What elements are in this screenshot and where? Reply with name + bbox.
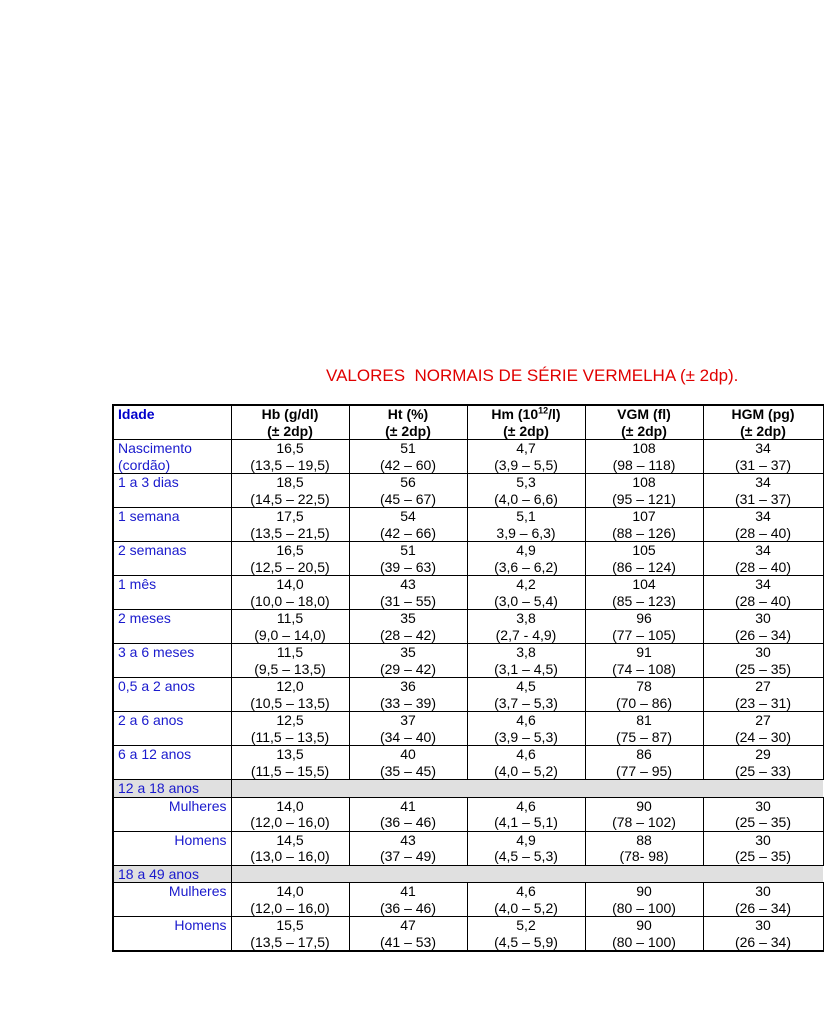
hb-cell: 16,5 (13,5 – 19,5) xyxy=(231,440,349,474)
age-cell: 1 semana xyxy=(113,508,231,542)
vgm-cell: 108 (95 – 121) xyxy=(585,474,703,508)
table-body xyxy=(113,440,823,952)
red-series-table xyxy=(112,404,824,952)
table-row xyxy=(113,610,823,644)
vgm-cell: 81 (75 – 87) xyxy=(585,712,703,746)
group-label: 12 a 18 anos xyxy=(113,780,231,798)
table-row xyxy=(113,831,823,865)
group-empty-cell xyxy=(467,865,585,883)
hb-cell: 18,5 (14,5 – 22,5) xyxy=(231,474,349,508)
hb-cell: 15,5 (13,5 – 17,5) xyxy=(231,917,349,952)
table-row xyxy=(113,712,823,746)
ht-cell: 56 (45 – 67) xyxy=(349,474,467,508)
vgm-cell: 78 (70 – 86) xyxy=(585,678,703,712)
age-cell: Nascimento (cordão) xyxy=(113,440,231,474)
age-cell: 2 meses xyxy=(113,610,231,644)
table-row xyxy=(113,508,823,542)
hb-cell: 17,5 (13,5 – 21,5) xyxy=(231,508,349,542)
hm-cell: 4,6 (4,0 – 5,2) xyxy=(467,883,585,917)
ht-cell: 37 (34 – 40) xyxy=(349,712,467,746)
hgm-cell: 29 (25 – 33) xyxy=(703,746,823,780)
vgm-cell: 86 (77 – 95) xyxy=(585,746,703,780)
group-empty-cell xyxy=(703,865,823,883)
table-row xyxy=(113,746,823,780)
hb-cell: 11,5 (9,5 – 13,5) xyxy=(231,644,349,678)
age-cell: 3 a 6 meses xyxy=(113,644,231,678)
ht-cell: 43 (31 – 55) xyxy=(349,576,467,610)
age-cell: 1 a 3 dias xyxy=(113,474,231,508)
sex-cell: Mulheres xyxy=(113,883,231,917)
hm-cell: 4,5 (3,7 – 5,3) xyxy=(467,678,585,712)
age-cell: 2 a 6 anos xyxy=(113,712,231,746)
hm-cell: 4,9 (3,6 – 6,2) xyxy=(467,542,585,576)
age-cell: 6 a 12 anos xyxy=(113,746,231,780)
hm-cell: 4,7 (3,9 – 5,5) xyxy=(467,440,585,474)
hb-cell: 16,5 (12,5 – 20,5) xyxy=(231,542,349,576)
table-row xyxy=(113,440,823,474)
hm-cell: 4,6 (4,0 – 5,2) xyxy=(467,746,585,780)
hm-cell: 5,3 (4,0 – 6,6) xyxy=(467,474,585,508)
ht-cell: 43 (37 – 49) xyxy=(349,831,467,865)
vgm-cell: 88 (78- 98) xyxy=(585,831,703,865)
group-empty-cell xyxy=(231,780,349,798)
hb-cell: 11,5 (9,0 – 14,0) xyxy=(231,610,349,644)
sex-cell: Homens xyxy=(113,917,231,952)
age-cell: 0,5 a 2 anos xyxy=(113,678,231,712)
ht-cell: 41 (36 – 46) xyxy=(349,883,467,917)
group-empty-cell xyxy=(349,865,467,883)
table-row xyxy=(113,542,823,576)
hgm-cell: 34 (28 – 40) xyxy=(703,542,823,576)
ht-cell: 35 (29 – 42) xyxy=(349,644,467,678)
hm-cell: 3,8 (2,7 - 4,9) xyxy=(467,610,585,644)
hb-cell: 14,0 (12,0 – 16,0) xyxy=(231,797,349,831)
group-empty-cell xyxy=(585,865,703,883)
table-row xyxy=(113,644,823,678)
ht-cell: 36 (33 – 39) xyxy=(349,678,467,712)
group-empty-cell xyxy=(585,780,703,798)
ht-cell: 35 (28 – 42) xyxy=(349,610,467,644)
table-row xyxy=(113,678,823,712)
ht-cell: 51 (42 – 60) xyxy=(349,440,467,474)
hb-cell: 12,5 (11,5 – 13,5) xyxy=(231,712,349,746)
header-hm: Hm $(10^{12}/l)$ (± 2dp) xyxy=(467,405,585,440)
header-idade: Idade xyxy=(113,405,231,440)
hgm-cell: 34 (31 – 37) xyxy=(703,474,823,508)
hb-cell: 14,5 (13,0 – 16,0) xyxy=(231,831,349,865)
ht-cell: 40 (35 – 45) xyxy=(349,746,467,780)
vgm-cell: 104 (85 – 123) xyxy=(585,576,703,610)
vgm-cell: 107 (88 – 126) xyxy=(585,508,703,542)
table-row xyxy=(113,883,823,917)
hm-cell: 4,6 (4,1 – 5,1) xyxy=(467,797,585,831)
header-hb: Hb (g/dl) (± 2dp) xyxy=(231,405,349,440)
group-empty-cell xyxy=(349,780,467,798)
table-container xyxy=(112,404,795,950)
sex-cell: Homens xyxy=(113,831,231,865)
vgm-cell: 96 (77 – 105) xyxy=(585,610,703,644)
hgm-cell: 30 (26 – 34) xyxy=(703,883,823,917)
table-row xyxy=(113,576,823,610)
hm-cell: 4,9 (4,5 – 5,3) xyxy=(467,831,585,865)
vgm-cell: 91 (74 – 108) xyxy=(585,644,703,678)
group-label: 18 a 49 anos xyxy=(113,865,231,883)
group-header-row xyxy=(113,865,823,883)
vgm-cell: 90 (78 – 102) xyxy=(585,797,703,831)
hm-cell: 3,8 (3,1 – 4,5) xyxy=(467,644,585,678)
hm-cell: 5,1 3,9 – 6,3) xyxy=(467,508,585,542)
vgm-cell: 90 (80 – 100) xyxy=(585,917,703,952)
table-row xyxy=(113,917,823,952)
group-empty-cell xyxy=(703,780,823,798)
hb-cell: 14,0 (10,0 – 18,0) xyxy=(231,576,349,610)
ht-cell: 51 (39 – 63) xyxy=(349,542,467,576)
hgm-cell: 34 (31 – 37) xyxy=(703,440,823,474)
hm-cell: 4,6 (3,9 – 5,3) xyxy=(467,712,585,746)
ht-cell: 54 (42 – 66) xyxy=(349,508,467,542)
header-hgm: HGM (pg) (± 2dp) xyxy=(703,405,823,440)
hm-cell: 5,2 (4,5 – 5,9) xyxy=(467,917,585,952)
header-row xyxy=(113,405,823,440)
vgm-cell: 108 (98 – 118) xyxy=(585,440,703,474)
table-row xyxy=(113,474,823,508)
ht-cell: 47 (41 – 53) xyxy=(349,917,467,952)
age-cell: 2 semanas xyxy=(113,542,231,576)
vgm-cell: 105 (86 – 124) xyxy=(585,542,703,576)
hgm-cell: 30 (25 – 35) xyxy=(703,797,823,831)
table-row xyxy=(113,797,823,831)
hgm-cell: 30 (26 – 34) xyxy=(703,917,823,952)
header-ht: Ht (%) (± 2dp) xyxy=(349,405,467,440)
hgm-cell: 30 (26 – 34) xyxy=(703,610,823,644)
age-cell: 1 mês xyxy=(113,576,231,610)
header-vgm: VGM (fl) (± 2dp) xyxy=(585,405,703,440)
hb-cell: 14,0 (12,0 – 16,0) xyxy=(231,883,349,917)
sex-cell: Mulheres xyxy=(113,797,231,831)
group-empty-cell xyxy=(231,865,349,883)
hgm-cell: 30 (25 – 35) xyxy=(703,831,823,865)
vgm-cell: 90 (80 – 100) xyxy=(585,883,703,917)
group-empty-cell xyxy=(467,780,585,798)
hb-cell: 12,0 (10,5 – 13,5) xyxy=(231,678,349,712)
ht-cell: 41 (36 – 46) xyxy=(349,797,467,831)
page-title: VALORES NORMAIS DE SÉRIE VERMELHA (± 2dp). xyxy=(326,366,739,385)
hgm-cell: 34 (28 – 40) xyxy=(703,576,823,610)
hgm-cell: 34 (28 – 40) xyxy=(703,508,823,542)
hgm-cell: 27 (23 – 31) xyxy=(703,678,823,712)
hgm-cell: 30 (25 – 35) xyxy=(703,644,823,678)
hgm-cell: 27 (24 – 30) xyxy=(703,712,823,746)
hm-cell: 4,2 (3,0 – 5,4) xyxy=(467,576,585,610)
group-header-row xyxy=(113,780,823,798)
hb-cell: 13,5 (11,5 – 15,5) xyxy=(231,746,349,780)
